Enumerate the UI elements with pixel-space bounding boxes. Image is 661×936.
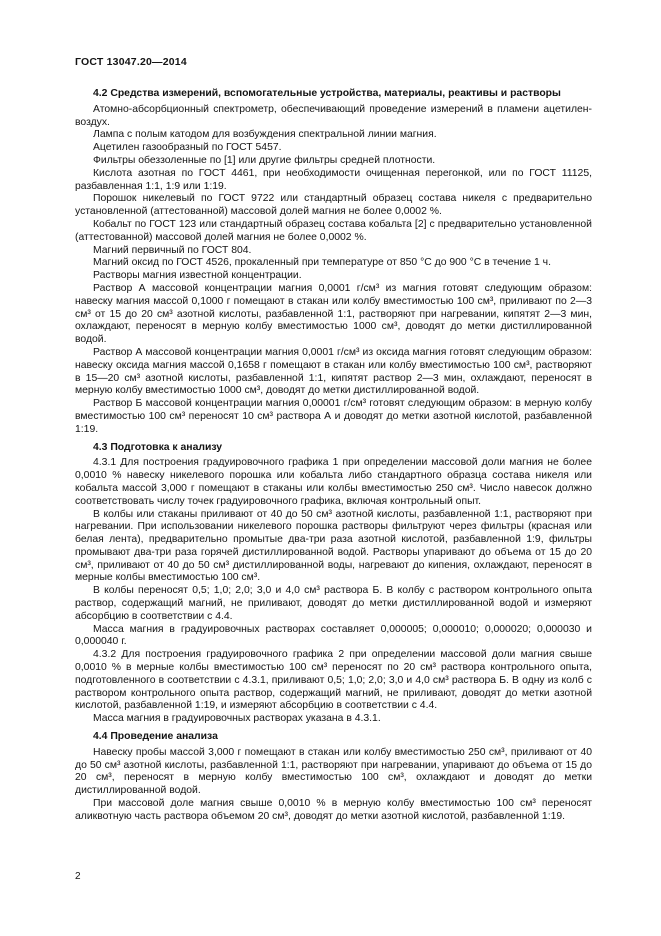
running-header: ГОСТ 13047.20—2014 (75, 56, 187, 68)
paragraph: При массовой доле магния свыше 0,0010 % в мерную колбу вместимостью 100 см³ переносят аликвотную часть раствора объемом 20 см³, доводят до метки азотной кислотой, разбавленной 1:19. (75, 798, 592, 822)
paragraph: Навеску пробы массой 3,000 г помещают в стакан или колбу вместимостью 250 см³, приливают от 40 до 50 см³ азотной кислоты, разбавленной 1:1, растворяют при нагревании, упаривают до объема от 15 до 20 см³, переносят в мерную колбу вместимостью 100 см³, охлаждают и доводят до метки дистиллированной водой. (75, 746, 592, 797)
paragraph: Масса магния в градуировочных растворах составляет 0,000005; 0,000010; 0,000020; 0,000030 и 0,000040 г. (75, 623, 592, 648)
paragraph: Кобальт по ГОСТ 123 или стандартный образец состава кобальта [2] с предварительно установленной (аттестованной) массовой долей магния не более 0,0002 %. (75, 218, 592, 243)
paragraph: В колбы или стаканы приливают от 40 до 50 см³ азотной кислоты, разбавленной 1:1, растворяют при нагревании. При использовании никелевого порошка растворы фильтруют через фильтры (красная или белая лента), предварительно промытые два-три раза азотной кислотой, разбавленной 1:9, фильтры промывают два-три раза горячей дистиллированной водой. Растворы упаривают до объема от 15 до 20 см³, приливают от 40 до 50 см³ дистиллированной воды, нагревают до кипения, охлаждают, переносят в мерные колбы вместимостью 100 см³. (75, 508, 592, 584)
paragraph-4-3-2: 4.3.2 Для построения градуировочного графика 2 при определении массовой доли магния свыше 0,0010 % в мерные колбы вместимостью 100 см³ переносят по 20 см³ раствора контрольного опыта, подготовленного в соответствии с 4.3.1, приливают 0,5; 1,0; 2,0; 3,0 и 4,0 см³ раствора Б. В одну из колб с раствором контрольного опыта раствор, содержащий магний, не приливают, доводят до метки азотной кислотой, разбавленной 1:19, и измеряют абсорбцию в соответствии с 4.4. (75, 649, 592, 712)
document-body (75, 88, 592, 824)
paragraph: Ацетилен газообразный по ГОСТ 5457. (93, 142, 282, 154)
paragraph-solution-a-oxide: Раствор А массовой концентрации магния 0,0001 г/см³ из оксида магния готовят следующим образом: навеску оксида магния массой 0,1658 г помещают в стакан или колбу вместимостью 100 см³, растворяют в 15—20 см³ азотной кислоты, разбавленной 1:1, кипятят раствор 2—3 мин, охлаждают, переносят в мерную колбу вместимостью 1000 см³, доводят до метки дистиллированной водой. (75, 346, 592, 397)
paragraph: Порошок никелевый по ГОСТ 9722 или стандартный образец состава никеля с предварительно установленной (аттестованной) массовой долей магния не более 0,0002 %. (75, 193, 592, 218)
page-number: 2 (75, 871, 81, 882)
section-heading-4-3: 4.3 Подготовка к анализу (93, 441, 223, 453)
paragraph: Лампа с полым катодом для возбуждения спектральной линии магния. (93, 129, 437, 141)
paragraph: Фильтры обеззоленные по [1] или другие фильтры средней плотности. (93, 154, 436, 166)
paragraph: Растворы магния известной концентрации. (93, 270, 302, 282)
section-heading-4-4: 4.4 Проведение анализа (93, 731, 218, 743)
paragraph-solution-b: Раствор Б массовой концентрации магния 0,00001 г/см³ готовят следующим образом: в мерную колбу вместимостью 100 см³ переносят 10 см³ раствора А и доводят до метки азотной кислотой, разбавленной 1:19. (75, 398, 592, 435)
paragraph: Масса магния в градуировочных растворах указана в 4.3.1. (93, 713, 381, 725)
paragraph-4-3-1: 4.3.1 Для построения градуировочного графика 1 при определении массовой доли магния не более 0,0010 % навеску никелевого порошка или кобальта либо стандартного образца состава никеля или кобальта массой 3,000 г помещают в стаканы или колбы вместимостью 250 см³. Число навесок должно соответствовать числу точек градуировочного графика, включая контрольный опыт. (75, 457, 592, 507)
paragraph: Атомно-абсорбционный спектрометр, обеспечивающий проведение измерений в пламени ацетилен-воздух. (75, 103, 592, 128)
paragraph: Магний оксид по ГОСТ 4526, прокаленный при температуре от 850 °С до 900 °С в течение 1 ч. (93, 257, 551, 269)
paragraph-solution-a-magnesium: Раствор А массовой концентрации магния 0,0001 г/см³ из магния готовят следующим образом: навеску магния массой 0,1000 г помещают в стакан или колбу вместимостью 100 см³, приливают по 2—3 см³ от 15 до 20 см³ азотной кислоты, разбавленной 1:1, растворяют при нагревании, кипятят 2—3 мин, охлаждают, переносят в мерную колбу вместимостью 1000 см³, доводят до метки дистиллированной водой. (75, 282, 592, 346)
section-heading-4-2: 4.2 Средства измерений, вспомогательные устройства, материалы, реактивы и растворы (93, 88, 561, 99)
paragraph: Магний первичный по ГОСТ 804. (93, 244, 252, 256)
paragraph: В колбы переносят 0,5; 1,0; 2,0; 3,0 и 4,0 см³ раствора Б. В колбу с раствором контрольного опыта раствор, содержащий магний, не приливают, доводят до метки дистиллированной водой и измеряют абсорбцию в соответствии с 4.4. (75, 585, 592, 622)
paragraph: Кислота азотная по ГОСТ 4461, при необходимости очищенная перегонкой, или по ГОСТ 11125, разбавленная 1:1, 1:9 или 1:19. (75, 167, 592, 192)
